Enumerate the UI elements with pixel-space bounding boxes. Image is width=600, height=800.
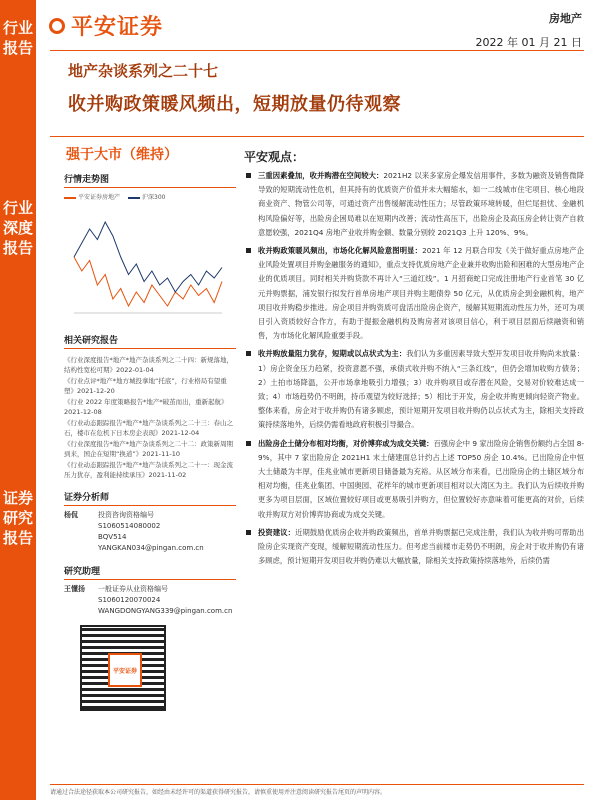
- logo-icon: [49, 18, 65, 34]
- legend-item-sector: 平安证券房地产: [64, 192, 120, 201]
- sidebar-label-industry: 行业报告: [2, 19, 33, 57]
- report-item[interactable]: 《行业动态跟踪报告*地产*地产杂谈系列之二十一：现金流压力犹存，盈利能持续承压》2021-11-02: [64, 461, 233, 479]
- analyst-email[interactable]: YANGKAN034@pingan.com.cn: [98, 544, 204, 552]
- qr-code-icon[interactable]: [80, 625, 166, 711]
- bullet-text: 百强房企中 9 家出险房企销售份额约占全国 8-9%，其中 7 家出险房企 2021H1 末土储建面总计约占上述 TOP50 房企 10.4%。已出险房企中恒大土储最为丰厚，佳兆业城市更新项目储备最为充裕。从区域分布来看，已出险房企的土储区域分布相对均衡，佳兆业集团、中国奥园、花样年的城市更新项目相对以大湾区为主。我们认为后续收并购更多为项目层面，区域位置较好项目或更易吸引并购方，但位置较好亦意味着可能更高的对价，后续收并购双方对价博弈协商或为成交关键。: [258, 438, 584, 519]
- bullet-text: 我们认为多重因素导致大型开发项目收并购尚未放量：1）房企资金压力趋紧，投资意愿不强，承债式收并购不纳入“三条红线”，但仍会增加收购方债务；2）土拍市场降温，公开市场拿地吸引力增强；3）收并购项目或存潜在风险，交易对价较难达成一致；4）市场趋势仍不明朗，持币观望为较好选择；5）相比于开发，房企收并购更倾向轻资产物业。整体来看，房企对于收并购仍有诸多顾虑，预计短期开发项目收并购仍以点状式为主，除相关支持政策持续落地外，后续仍需看地政府积极引导撮合。: [258, 349, 584, 430]
- bullet-lead: 收并购政策暖风频出，市场化化解风险意图明显：: [258, 246, 423, 256]
- viewpoint-bullet: [244, 526, 584, 569]
- series-title: 地产杂谈系列之二十七: [68, 62, 219, 80]
- bullet-icon: [246, 530, 251, 535]
- viewpoint-bullet: [244, 169, 584, 240]
- analyst-cert: S1060514080002: [98, 522, 161, 530]
- assistant-email[interactable]: WANGDONGYANG339@pingan.com.cn: [98, 607, 233, 615]
- chart-legend: [64, 192, 236, 201]
- trend-heading: 行情走势图: [64, 172, 236, 188]
- viewpoint-heading: 平安观点：: [244, 150, 305, 164]
- analyst-name: 杨侃: [64, 511, 78, 519]
- qr-logo: 平安证券: [108, 653, 142, 687]
- bullet-icon: [246, 351, 251, 356]
- bullet-text: 2021 年 12 月联合印发《关于做好重点房地产企业风险处置项目并购金融服务的通知》，重点支持优质房地产企业兼并收购出险和困难的大型房地产企业的优质项目。同时相关并购贷款不再计入“三道红线”。1 月招商蛇口完成注册地产行业首笔 30 亿元并购票据，浦发银行拟发行首单房地产项目并购主题债券 50 亿元，从优质房企到金融机构，地产项目收并购稳步推进。房企项目并购资质可盘活出险房企资产，缓解其短期流动性压力外，还可为项目引入资质较好合作方，有助于提振金融机构及购房者对该项目信心，利于项目层面后续融资和销售，为市场化化解风险重要手段。: [258, 246, 585, 341]
- bullet-icon: [246, 173, 251, 178]
- report-date: 2022 年 01 月 21 日: [475, 36, 582, 49]
- related-heading: 相关研究报告: [64, 333, 236, 349]
- report-item[interactable]: 《行业动态跟踪报告*地产*地产杂谈系列之二十三：春山之石，楼市在危机下日本房企表现》2021-12-04: [64, 419, 233, 437]
- bullet-text: 2021H2 以来多家房企爆发信用事件，多数为融资及销售微降导致的短期流动性危机，但其持有的优质资产价值并未大幅缩水，如一二线城市住宅项目、核心地段商业资产、物管公司等，可通过资产出售缓解流动性压力；尽管政策环境转暖，但烂尾担忧、金融机构风险偏好等，出险房企困局难以在短期内改善；流动性高压下，出险房企及高压房企转让资产自救意愿较强，2021Q4 房地产业收并购金额、数量分别较 2021Q3 上升 120%、9%。: [258, 171, 584, 237]
- sidebar-label-depth: 行业深度报告: [2, 199, 33, 257]
- report-item[interactable]: 《行业点评*地产*地方城投拿地“托底”，行业格局有望重塑》2021-12-20: [64, 377, 227, 395]
- bullet-text: 近期鼓励优质房企收并购政策频出，首单并购票据已完成注册，我们认为收并购可帮助出险房企实现资产变现，缓解短期流动性压力。但考虑当前楼市走势仍不明朗，房企对于收并购仍有诸多顾虑，预计短期开发项目收并购仍难以大幅放量，除相关支持政策持续落地外，后续仍需: [258, 527, 585, 566]
- rating: 强于大市（维持）: [66, 147, 178, 163]
- bullet-lead: 三重因素叠加，收并购潜在空间较大：: [258, 171, 384, 180]
- bullet-lead: 出险房企土储分布相对均衡，对价博弈或为成交关键：: [258, 438, 434, 448]
- viewpoint-bullet: [244, 244, 584, 343]
- header-divider: [50, 50, 584, 51]
- footer-disclaimer: 请通过合法途径获取本公司研究报告，如经由未经许可的渠道获得研究报告，请慎重使用并注意阅读研究报告尾页的声明内容。: [50, 784, 584, 796]
- assistant-heading: 研究助理: [64, 564, 236, 580]
- trend-chart: [64, 205, 232, 323]
- report-item[interactable]: 《行业深度报告*地产*地产杂谈系列之二十二：政策新周期到来，国企在短期“换道”》2021-11-10: [64, 440, 233, 458]
- viewpoint-bullet: [244, 347, 584, 432]
- legend-item-index: 沪深300: [128, 192, 165, 201]
- right-column: [244, 148, 584, 572]
- analyst-block: [64, 510, 236, 554]
- trend-chart-svg: [64, 205, 232, 323]
- related-reports-list: [64, 355, 236, 480]
- analyst-role: 投资咨询资格编号: [98, 511, 154, 519]
- bullet-lead: 投资建议：: [258, 527, 296, 537]
- report-title: 收并购政策暖风频出，短期放量仍待观察: [68, 94, 401, 115]
- report-item[interactable]: 《行业深度报告*地产*地产杂谈系列之二十四：新规落地，结构性宽松可期》2022-01-04: [64, 356, 233, 374]
- sector-label: 房地产: [549, 12, 582, 25]
- analyst-heading: 证券分析师: [64, 490, 236, 506]
- bullet-icon: [246, 248, 251, 253]
- bullet-icon: [246, 441, 251, 446]
- sidebar: [0, 0, 36, 800]
- series-line-0: [74, 257, 222, 306]
- bullet-lead: 收并购放量阻力犹存，短期或以点状式为主：: [258, 349, 407, 359]
- assistant-name: 王懂扬: [64, 585, 85, 593]
- assistant-block: [64, 584, 236, 617]
- brand-logo: [49, 10, 163, 41]
- left-column: [64, 144, 236, 711]
- analyst-id: BQV514: [98, 533, 127, 541]
- assistant-cert: S1060120070024: [98, 596, 161, 604]
- sidebar-label-securities: 证券研究报告: [2, 489, 33, 547]
- report-item[interactable]: 《行业 2022 年度策略报告*地产*破茧而出，重新起航》2021-12-08: [64, 398, 228, 416]
- title-divider: [50, 136, 584, 137]
- logo-text: 平安证券: [71, 15, 164, 40]
- viewpoint-bullet: [244, 437, 584, 522]
- assistant-role: 一般证券从业资格编号: [98, 585, 168, 593]
